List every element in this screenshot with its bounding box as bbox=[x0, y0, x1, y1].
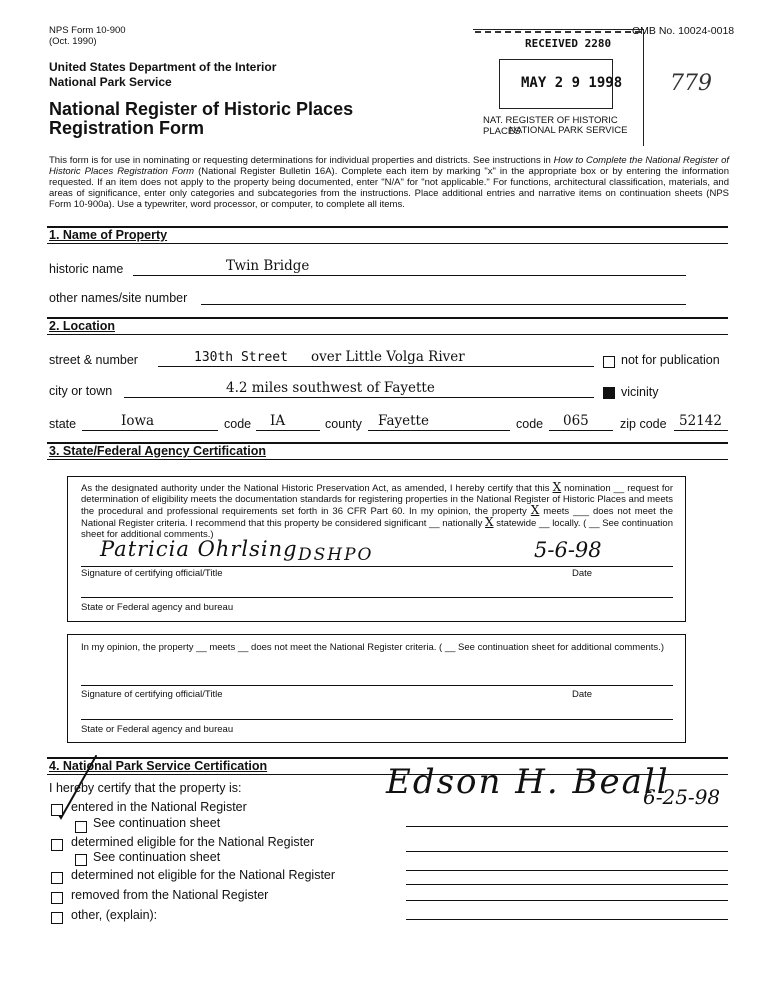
received-stamp bbox=[473, 29, 653, 147]
instructions: This form is for use in nominating or requesting determinations for individual properties and districts. See instructions in How to Complete the National Register of Historic Places Registration Form (National Register Bulletin 16A). Complete each item by marking "x" in the appropriate box or by entering the information requested. If an item does not apply to the property being documented, enter "N/A" for "not applicable." For functions, architectural classification, materials, and areas of significance, enter only categories and subcategories from the instructions. Place additional entries and narrative items on continuation sheets (NPS Form 10-900a). Use a typewriter, word processor, or computer, to complete all items. bbox=[49, 155, 730, 210]
state-official-signature: Patricia Ohrlsing bbox=[100, 537, 298, 561]
other-checkbox[interactable] bbox=[51, 912, 63, 924]
omb-number: OMB No. 10024-0018 bbox=[632, 25, 735, 37]
state-certification-text: As the designated authority under the National Historic Preservation Act, as amended, I hereby certify that this X nomination __ request for determination of eligibility meets the documentation standards for registering properties in the National Register of Historic Places and meets the procedural and professional requirements set forth in 36 CFR Part 60. In my opinion, the property X meets ___ does not meet the National Register criteria. I recommend that this property be considered significant __ nationally X statewide __ locally. ( __ See continuation sheet for additional comments.) bbox=[81, 480, 673, 540]
vicinity-label: vicinity bbox=[621, 385, 659, 399]
keeper-date: 6-25-98 bbox=[643, 785, 721, 809]
section-1-heading: 1. Name of Property bbox=[49, 228, 168, 242]
form-number: NPS Form 10-900 bbox=[49, 25, 126, 36]
eligible-continuation-label: See continuation sheet bbox=[93, 850, 221, 864]
section-3-heading: 3. State/Federal Agency Certification bbox=[49, 444, 266, 458]
historic-name-label: historic name bbox=[49, 262, 124, 276]
option-removed-label: removed from the National Register bbox=[71, 888, 269, 902]
eligible-continuation-checkbox[interactable] bbox=[75, 854, 87, 866]
state-code-label: code bbox=[224, 417, 252, 431]
city-value[interactable]: 4.2 miles southwest of Fayette bbox=[226, 380, 435, 396]
date-label: Date bbox=[572, 568, 593, 579]
option-other-label: other, (explain): bbox=[71, 908, 158, 922]
stamp-line2: NATIONAL PARK SERVICE bbox=[509, 125, 628, 136]
form-title-line2: Registration Form bbox=[49, 118, 205, 138]
city-label: city or town bbox=[49, 384, 113, 398]
removed-checkbox[interactable] bbox=[51, 892, 63, 904]
signature-label-2: Signature of certifying official/Title bbox=[81, 689, 223, 700]
stamp-date: MAY 2 9 1998 bbox=[521, 75, 623, 91]
state-code-value[interactable]: IA bbox=[270, 413, 286, 429]
agency-label-2: State or Federal agency and bureau bbox=[81, 724, 234, 735]
entered-checkbox[interactable] bbox=[51, 804, 63, 816]
state-value[interactable]: Iowa bbox=[121, 413, 155, 429]
not-for-publication-label: not for publication bbox=[621, 353, 720, 367]
opinion-text: In my opinion, the property __ meets __ does not meet the National Register criteria. ( __ See continuation sheet for additional comments.) bbox=[81, 642, 664, 653]
zip-value[interactable]: 52142 bbox=[679, 413, 722, 429]
certify-statement: I hereby certify that the property is: bbox=[49, 781, 242, 795]
entered-continuation-label: See continuation sheet bbox=[93, 816, 221, 830]
section-2-heading: 2. Location bbox=[49, 319, 115, 333]
street-label: street & number bbox=[49, 353, 138, 367]
eligible-checkbox[interactable] bbox=[51, 839, 63, 851]
entered-continuation-checkbox[interactable] bbox=[75, 821, 87, 833]
form-date: (Oct. 1990) bbox=[49, 36, 97, 47]
vicinity-checkbox[interactable] bbox=[603, 387, 615, 399]
zip-label: zip code bbox=[620, 417, 667, 431]
handwritten-reference: 779 bbox=[670, 71, 712, 96]
state-official-title: DSHPO bbox=[298, 545, 374, 565]
street-handwritten-value[interactable]: over Little Volga River bbox=[311, 349, 465, 365]
agency: National Park Service bbox=[49, 75, 172, 89]
option-entered-label: entered in the National Register bbox=[71, 800, 247, 814]
not-eligible-checkbox[interactable] bbox=[51, 872, 63, 884]
keeper-signature: Edson H. Beall bbox=[386, 762, 670, 802]
section-4-heading: 4. National Park Service Certification bbox=[49, 759, 268, 773]
stamp-line1: NAT. REGISTER OF HISTORIC PLACES bbox=[483, 115, 618, 137]
street-typed-value[interactable]: 130th Street bbox=[194, 350, 288, 365]
historic-name-value[interactable]: Twin Bridge bbox=[226, 258, 310, 274]
county-value[interactable]: Fayette bbox=[378, 413, 429, 429]
other-names-label: other names/site number bbox=[49, 291, 188, 305]
county-label: county bbox=[325, 417, 362, 431]
option-not-eligible-label: determined not eligible for the National Register bbox=[71, 868, 336, 882]
state-label: state bbox=[49, 417, 77, 431]
county-code-value[interactable]: 065 bbox=[563, 413, 589, 429]
agency-label: State or Federal agency and bureau bbox=[81, 602, 234, 613]
date-label-2: Date bbox=[572, 689, 593, 700]
form-title-line1: National Register of Historic Places bbox=[49, 99, 354, 119]
option-eligible-label: determined eligible for the National Register bbox=[71, 835, 315, 849]
not-for-publication-checkbox[interactable] bbox=[603, 356, 615, 368]
stamp-received: RECEIVED 2280 bbox=[525, 37, 612, 50]
signature-label: Signature of certifying official/Title bbox=[81, 568, 223, 579]
state-signature-date: 5-6-98 bbox=[534, 538, 602, 562]
county-code-label: code bbox=[516, 417, 544, 431]
department: United States Department of the Interior bbox=[49, 60, 277, 74]
